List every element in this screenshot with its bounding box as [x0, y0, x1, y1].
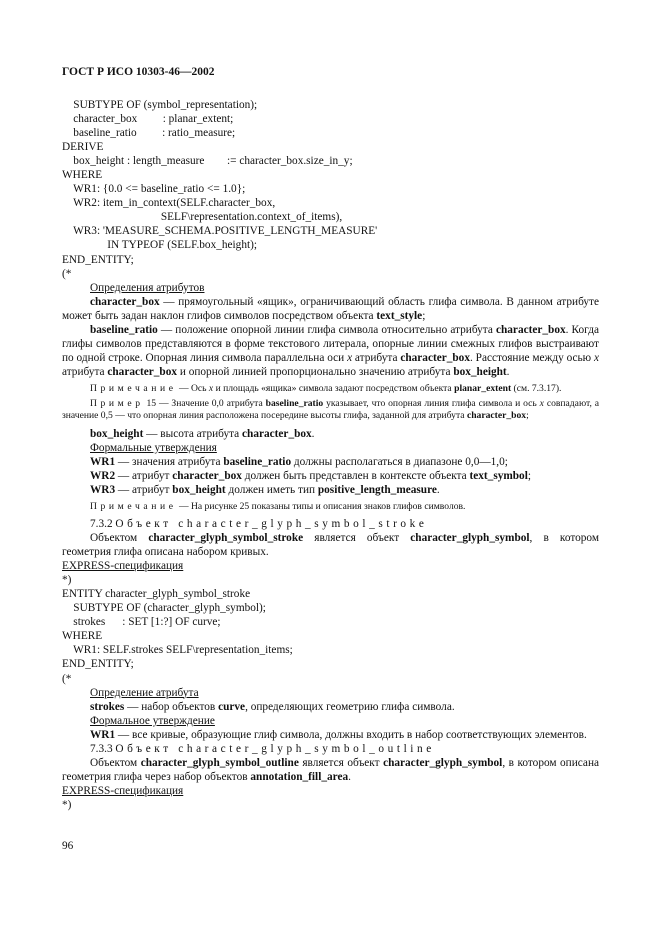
term-ref: box_height — [172, 483, 226, 496]
section-title: Объект character_glyph_symbol_outline — [115, 742, 435, 755]
code-line: WR2: item_in_context(SELF.character_box, — [62, 197, 276, 210]
text: — высота атрибута — [143, 427, 243, 440]
term: strokes — [90, 700, 125, 713]
text: — атрибут — [115, 469, 173, 482]
paragraph-box-height — [62, 427, 599, 441]
page-number: 96 — [62, 840, 74, 852]
text: ; — [527, 469, 531, 482]
code-line: box_height : length_measure := character_box.size_in_y; — [62, 155, 353, 168]
term-ref: positive_length_measure — [317, 483, 437, 496]
term-ref: character_glyph_symbol — [410, 532, 530, 545]
rule-wr2 — [62, 469, 599, 483]
attribute-definition-heading: Определение атрибута — [90, 686, 199, 699]
text: . — [506, 365, 510, 378]
text: — положение опорной линии глифа символа относительно атрибута — [157, 323, 496, 336]
text: и опорной линией пропорционально значению атрибута — [177, 365, 454, 378]
term-ref: planar_extent — [454, 382, 512, 394]
term: character_box — [90, 295, 160, 308]
text: — все кривые, образующие глиф символа, должны входить в набор соответствующих элементов. — [115, 728, 587, 741]
text: ; — [422, 309, 426, 322]
code-line: SUBTYPE OF (symbol_representation); — [62, 99, 258, 111]
text: — значения атрибута — [115, 455, 224, 468]
standard-header: ГОСТ Р ИСО 10303-46—2002 — [62, 66, 215, 78]
code-line: baseline_ratio : ratio_measure; — [62, 127, 236, 140]
code-line: (* — [62, 672, 72, 685]
paragraph-stroke-object — [62, 531, 599, 559]
code-line: SUBTYPE OF (character_glyph_symbol); — [62, 602, 266, 615]
rule-wr3 — [62, 483, 599, 497]
text: (см. 7.3.17). — [511, 382, 562, 394]
term-ref: baseline_ratio — [265, 398, 324, 410]
term-ref: character_glyph_symbol_stroke — [148, 532, 304, 545]
text: — На рисунке 25 показаны типы и описания знаков глифов символов. — [176, 500, 466, 512]
code-line: strokes : SET [1:?] OF curve; — [62, 616, 221, 629]
text: — атрибут — [115, 483, 173, 496]
express-spec-heading: EXPRESS-спецификация — [62, 784, 184, 797]
text: указывает, что опорная линия глифа символа и ось — [323, 398, 540, 410]
text: ; — [526, 410, 529, 422]
express-code-block-2 — [62, 573, 599, 685]
text: . Когда глифы символов представляются в форме текстового литерала, опорные линии смежных глифов выстраивают по одной строке. Опорная линия символа параллельна оси — [62, 323, 599, 364]
section-7-3-2-heading — [62, 517, 599, 531]
text: является объект — [303, 532, 411, 545]
formal-statement-heading: Формальное утверждение — [90, 714, 215, 727]
code-line: ENTITY character_glyph_symbol_stroke — [62, 588, 251, 601]
axis-x: x — [347, 351, 353, 364]
express-code-block-1 — [62, 98, 599, 281]
text: . Расстояние между осью — [469, 351, 594, 364]
code-line: (* — [62, 267, 72, 280]
text: Объектом — [90, 532, 149, 545]
rule-wr1-strokes — [62, 728, 599, 742]
paragraph-strokes — [62, 700, 599, 714]
term-ref: character_box — [466, 410, 527, 422]
text: должен иметь тип — [225, 483, 318, 496]
text: , в котором описана геометрия глифа через набор объектов — [62, 756, 600, 783]
term-ref: character_box — [172, 469, 242, 482]
paragraph-character-box — [62, 295, 599, 323]
term-ref: box_height — [453, 365, 507, 378]
example-15 — [62, 398, 599, 422]
code-line: END_ENTITY; — [62, 658, 134, 671]
attribute-definitions-heading: Определения атрибутов — [90, 281, 205, 294]
code-line: character_box : planar_extent; — [62, 113, 234, 126]
text: является объект — [298, 756, 384, 769]
text: , в котором геометрия глифа описана набором кривых. — [62, 532, 600, 559]
term-ref: annotation_fill_area — [250, 770, 349, 783]
code-line: SELF\representation.context_of_items), — [62, 211, 343, 224]
term-ref: character_box — [400, 351, 470, 364]
term-ref: character_glyph_symbol_outline — [140, 756, 299, 769]
code-line: END_ENTITY; — [62, 253, 134, 266]
code-line: WR1: {0.0 <= baseline_ratio <= 1.0}; — [62, 183, 246, 196]
code-line: IN TYPEOF (SELF.box_height); — [62, 239, 258, 252]
text: и площадь «ящика» символа задают посредством объекта — [213, 382, 455, 394]
text: , определяющих геометрию глифа символа. — [245, 700, 455, 713]
term: WR3 — [90, 483, 116, 496]
express-spec-heading: EXPRESS-спецификация — [62, 560, 184, 573]
text: — набор объектов — [124, 700, 219, 713]
text: — прямоугольный «ящик», ограничивающий область глифа символа. В данном атрибуте может быть задан наклон глифов символов посредством объекта — [62, 295, 599, 322]
term: WR1 — [90, 728, 116, 741]
formal-statements-heading: Формальные утверждения — [90, 441, 217, 454]
axis-x: x — [539, 398, 544, 410]
text: должны располагаться в диапазоне 0,0—1,0; — [291, 455, 508, 468]
note-label: Примечание — [90, 500, 177, 512]
section-number: 7.3.3 — [90, 742, 113, 755]
text: . — [436, 483, 440, 496]
axis-x: x — [593, 351, 599, 364]
code-line: *) — [62, 798, 72, 811]
term-ref: baseline_ratio — [223, 455, 292, 468]
note-planar-extent — [62, 383, 599, 395]
page-content — [62, 98, 599, 812]
paragraph-outline-object — [62, 756, 599, 784]
code-line: WR3: 'MEASURE_SCHEMA.POSITIVE_LENGTH_MEASURE' — [62, 225, 378, 238]
section-title: Объект character_glyph_symbol_stroke — [115, 517, 428, 530]
code-line: WHERE — [62, 630, 103, 643]
paragraph-baseline-ratio — [62, 323, 599, 379]
code-line: WR1: SELF.strokes SELF\representation_items; — [62, 644, 293, 657]
text: . — [348, 770, 351, 783]
term-ref: text_symbol — [469, 469, 528, 482]
rule-wr1 — [62, 455, 599, 469]
code-line: WHERE — [62, 169, 103, 182]
text: должен быть представлен в контексте объекта — [241, 469, 470, 482]
term: WR2 — [90, 469, 116, 482]
text: 15 — Значение 0,0 атрибута — [143, 398, 266, 410]
term-ref: character_glyph_symbol — [383, 756, 503, 769]
text: Объектом — [90, 756, 141, 769]
axis-x: x — [208, 382, 214, 394]
term-ref: curve — [218, 700, 246, 713]
note-label: Примечание — [90, 382, 177, 394]
note-figure-25 — [62, 501, 599, 513]
section-number: 7.3.2 — [90, 517, 113, 530]
term: baseline_ratio — [90, 323, 158, 336]
text: атрибута — [352, 351, 401, 364]
term-ref: character_box — [495, 323, 566, 336]
text: совпадают, а значение 0,5 — что опорная линия расположена посередине высоты глифа, заданной для атрибута — [62, 398, 599, 422]
code-line: DERIVE — [62, 141, 104, 154]
section-7-3-3-heading — [62, 742, 599, 756]
term: box_height — [90, 427, 144, 440]
term-ref: text_style — [376, 309, 423, 322]
term: WR1 — [90, 455, 116, 468]
text: . — [311, 427, 315, 440]
text: атрибута — [62, 365, 108, 378]
term-ref: character_box — [107, 365, 178, 378]
example-label: Пример — [90, 398, 144, 410]
text: — Ось — [176, 382, 209, 394]
code-line: *) — [62, 574, 72, 587]
term-ref: character_box — [242, 427, 312, 440]
